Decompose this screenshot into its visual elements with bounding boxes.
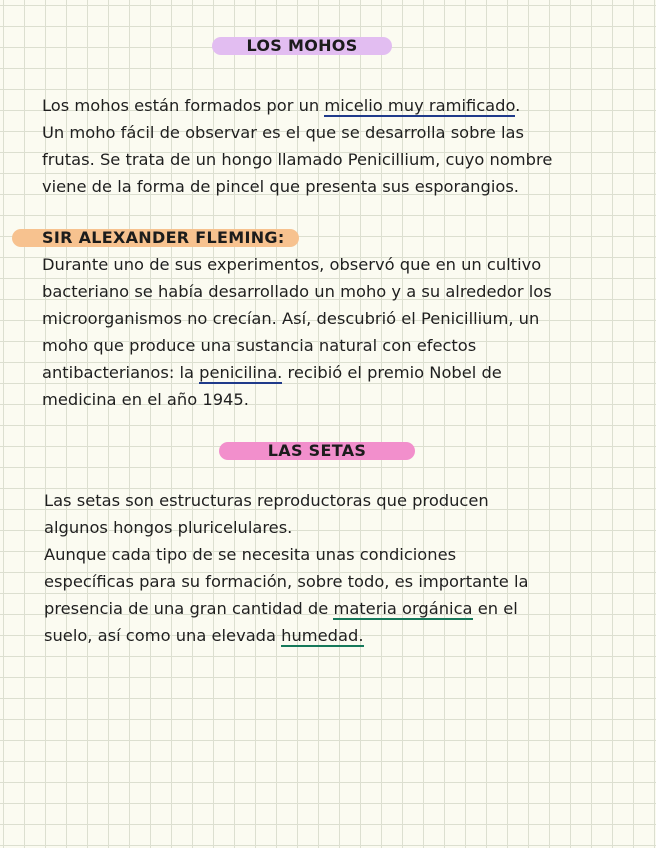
text-line: específicas para su formación, sobre todo, es importante la — [44, 572, 529, 591]
text-line: Aunque cada tipo de se necesita unas condiciones — [44, 545, 457, 564]
text-segment: antibacterianos: la — [42, 363, 200, 382]
text-segment: presencia de una gran cantidad de — [44, 599, 334, 618]
paragraph-fleming — [42, 251, 552, 413]
text-line: moho que produce una sustancia natural con efectos — [42, 336, 477, 355]
text-line: Las setas son estructuras reproductoras que producen — [44, 491, 489, 510]
text-line: microorganismos no crecían. Así, descubrió el Penicillium, un — [42, 309, 540, 328]
text-line: bacteriano se había desarrollado un moho y a su alrededor los — [42, 282, 552, 301]
heading-los-mohos: LOS MOHOS — [212, 37, 392, 55]
text-line: Un moho fácil de observar es el que se desarrolla sobre las — [42, 123, 524, 142]
text-line: frutas. Se trata de un hongo llamado Penicillium, cuyo nombre — [42, 150, 553, 169]
paragraph-setas — [44, 487, 528, 649]
text-segment: . — [515, 96, 521, 115]
text-line: Durante uno de sus experimentos, observó que en un cultivo — [42, 255, 542, 274]
highlight-micelio: micelio muy ramificado — [324, 96, 516, 115]
text-line — [42, 359, 552, 386]
text-segment: recibió el premio Nobel de — [282, 363, 502, 382]
text-line: algunos hongos pluricelulares. — [44, 518, 293, 537]
heading-fleming: SIR ALEXANDER FLEMING: — [12, 229, 299, 247]
highlight-penicilina: penicilina. — [199, 363, 283, 382]
highlight-materia-organica: materia orgánica — [333, 599, 473, 618]
highlight-humedad: humedad. — [281, 626, 364, 645]
text-line: viene de la forma de pincel que presenta sus esporangios. — [42, 177, 519, 196]
text-line — [44, 595, 528, 622]
text-line — [44, 622, 528, 649]
text-segment: Los mohos están formados por un — [42, 96, 325, 115]
heading-las-setas: LAS SETAS — [219, 442, 415, 460]
text-segment: suelo, así como una elevada — [44, 626, 282, 645]
paragraph-mohos — [42, 92, 552, 200]
text-line: medicina en el año 1945. — [42, 390, 249, 409]
text-segment: en el — [472, 599, 518, 618]
text-line — [42, 92, 552, 119]
